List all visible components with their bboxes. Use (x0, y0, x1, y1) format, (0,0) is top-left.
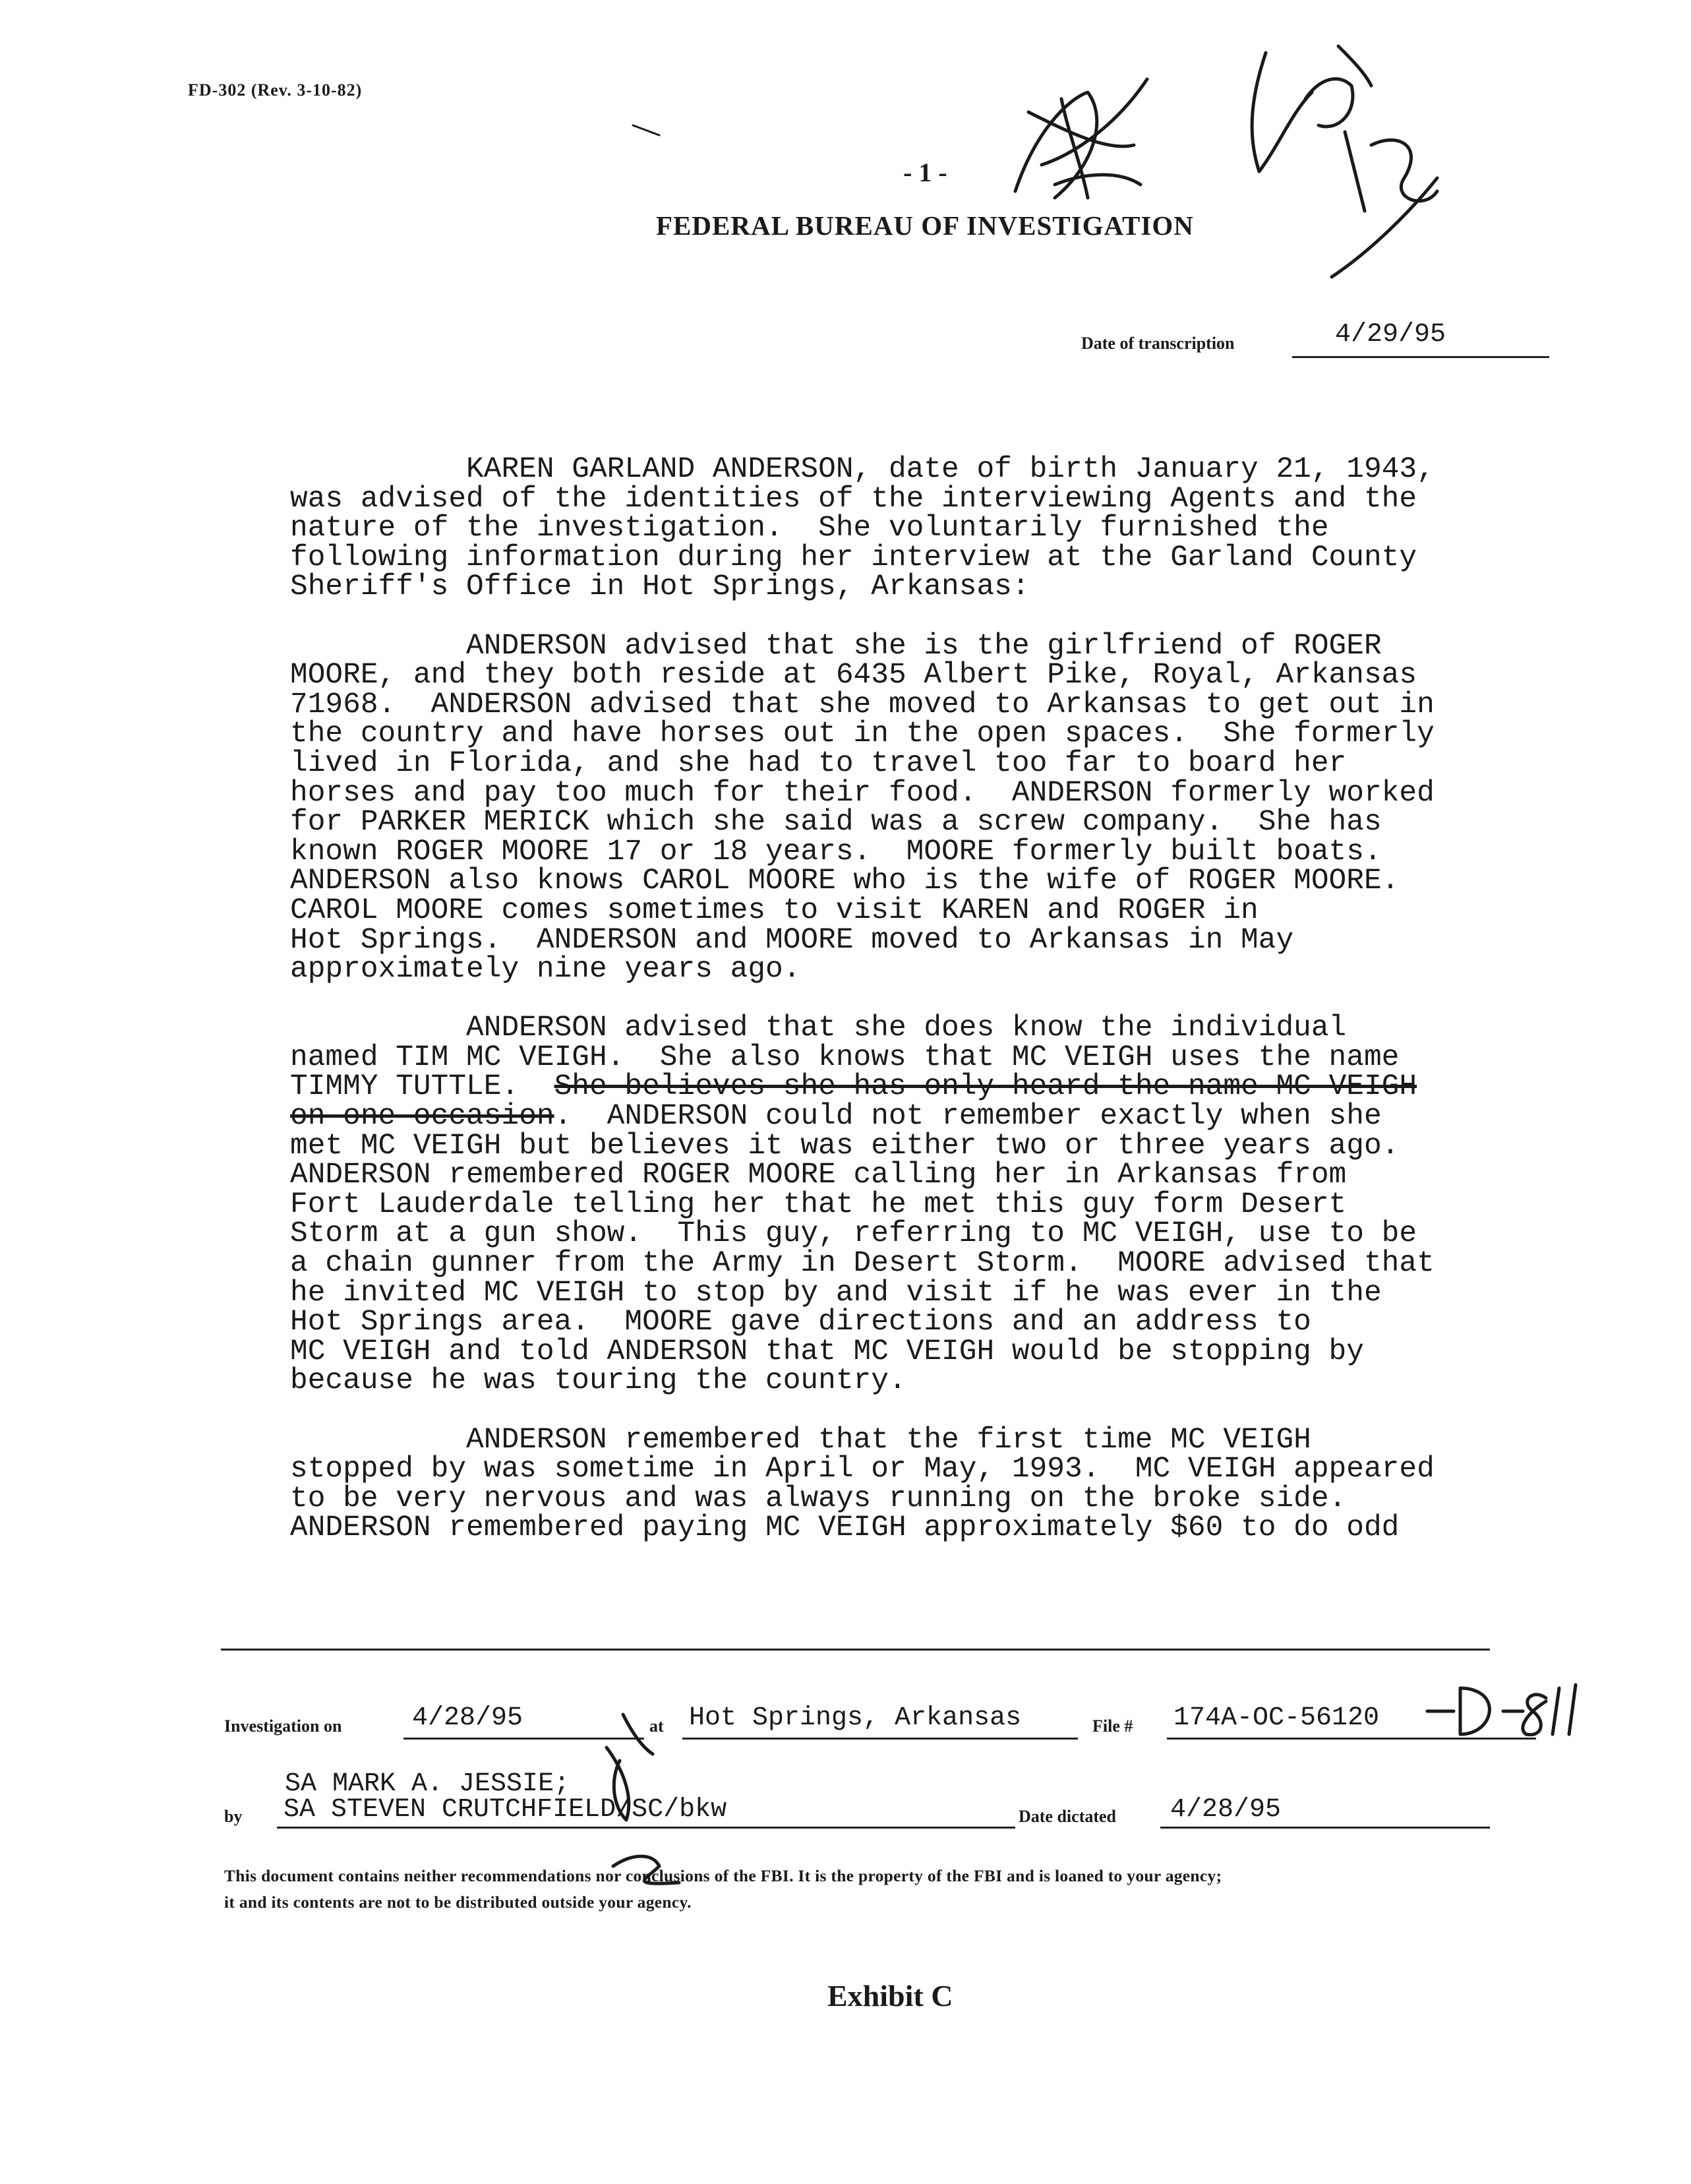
body-line: he invited MC VEIGH to stop by and visit if he was ever in the (290, 1276, 1382, 1310)
body-line: ANDERSON remembered paying MC VEIGH approximately $60 to do odd (290, 1511, 1400, 1545)
file-number: 174A-OC-56120 (1173, 1703, 1380, 1733)
investigation-label: Investigation on (224, 1716, 342, 1736)
body-line: ANDERSON advised that she is the girlfriend of ROGER (290, 629, 1382, 663)
body-line: for PARKER MERICK which she said was a screw company. She has (290, 806, 1382, 839)
body-line: lived in Florida, and she had to travel too far to board her (290, 746, 1347, 780)
exhibit-label: Exhibit C (827, 1979, 953, 2013)
struck-text: on one occasion (290, 1100, 554, 1134)
body-line: ANDERSON advised that she does know the individual (290, 1012, 1347, 1045)
handwritten-file-suffix-mark (1427, 1685, 1576, 1735)
handwritten-signature-mark (1252, 46, 1437, 277)
body-line: Hot Springs area. MOORE gave directions and an address to (290, 1306, 1311, 1339)
body-line: ANDERSON also knows CAROL MOORE who is the wife of ROGER MOORE. (290, 864, 1400, 898)
body-line: was advised of the identities of the interviewing Agents and the (290, 482, 1417, 516)
transcription-date-label: Date of transcription (1081, 334, 1235, 353)
body-line: approximately nine years ago. (290, 953, 801, 986)
investigation-date: 4/28/95 (412, 1703, 523, 1733)
body-line: CAROL MOORE comes sometimes to visit KAREN and ROGER in (290, 894, 1259, 927)
body-line: nature of the investigation. She voluntarily furnished the (290, 512, 1329, 545)
body-line: MOORE, and they both reside at 6435 Albert Pike, Royal, Arkansas (290, 659, 1417, 692)
body-line: to be very nervous and was always running on the broke side. (290, 1482, 1347, 1515)
page-number: - 1 - (903, 158, 947, 187)
body-line: Sheriff's Office in Hot Springs, Arkansas: (290, 570, 1030, 604)
disclaimer-line-1: This document contains neither recommendations nor conclusions of the FBI. It is the property of the FBI and is loaned to your agency; (224, 1866, 1222, 1885)
file-number-underline (1167, 1738, 1536, 1740)
body-line: ANDERSON remembered ROGER MOORE calling her in Arkansas from (290, 1159, 1347, 1192)
body-line: Fort Lauderdale telling her that he met this guy form Desert (290, 1188, 1347, 1221)
agent-name-2: SA STEVEN CRUTCHFIELD/SC/bkw (283, 1795, 727, 1825)
file-label: File # (1092, 1716, 1133, 1736)
location-underline (682, 1738, 1078, 1740)
body-line: a chain gunner from the Army in Desert Storm. MOORE advised that (290, 1247, 1435, 1281)
body-line: ANDERSON remembered that the first time MC VEIGH (290, 1423, 1311, 1457)
body-line: horses and pay too much for their food. ANDERSON formerly worked (290, 776, 1435, 810)
body-line: named TIM MC VEIGH. She also knows that MC VEIGH uses the name (290, 1041, 1400, 1074)
body-line: known ROGER MOORE 17 or 18 years. MOORE formerly built boats. (290, 835, 1382, 868)
form-number: FD-302 (Rev. 3-10-82) (188, 80, 363, 100)
body-line: MC VEIGH and told ANDERSON that MC VEIGH would be stopping by (290, 1335, 1364, 1368)
date-dictated: 4/28/95 (1170, 1795, 1282, 1825)
date-dictated-underline (1160, 1827, 1490, 1829)
disclaimer-line-2: it and its contents are not to be distributed outside your agency. (224, 1893, 692, 1912)
body-line: KAREN GARLAND ANDERSON, date of birth January 21, 1943, (290, 453, 1435, 486)
at-label: at (649, 1716, 664, 1736)
body-line: . ANDERSON could not remember exactly when she (554, 1100, 1382, 1134)
stray-pen-mark (633, 125, 659, 135)
body-line: Storm at a gun show. This guy, referring to MC VEIGH, use to be (290, 1217, 1417, 1251)
investigation-location: Hot Springs, Arkansas (689, 1703, 1022, 1733)
date-dictated-label: Date dictated (1019, 1807, 1117, 1826)
struck-text: She believes she has only heard the name MC VEIGH (554, 1070, 1417, 1104)
body-line: the country and have horses out in the open spaces. She formerly (290, 717, 1435, 751)
body-line: met MC VEIGH but believes it was either two or three years ago. (290, 1129, 1400, 1163)
agency-title: FEDERAL BUREAU OF INVESTIGATION (656, 210, 1194, 241)
by-label: by (224, 1807, 243, 1826)
interview-body (290, 455, 1503, 1543)
body-line: TIMMY TUTTLE. (290, 1070, 554, 1104)
body-line: because he was touring the country. (290, 1364, 906, 1398)
agent-name-1: SA MARK A. JESSIE; (285, 1769, 570, 1799)
transcription-date: 4/29/95 (1335, 320, 1446, 349)
footer-rule (221, 1649, 1490, 1651)
investigation-date-underline (403, 1738, 644, 1740)
agents-underline (277, 1827, 1015, 1829)
body-line: following information during her interview at the Garland County (290, 541, 1417, 574)
transcription-date-underline (1292, 356, 1549, 358)
initials-scribble-mark (1015, 79, 1147, 198)
body-line: 71968. ANDERSON advised that she moved to Arkansas to get out in (290, 688, 1435, 721)
body-line: Hot Springs. ANDERSON and MOORE moved to Arkansas in May (290, 923, 1294, 957)
body-line: stopped by was sometime in April or May, 1993. MC VEIGH appeared (290, 1453, 1435, 1486)
